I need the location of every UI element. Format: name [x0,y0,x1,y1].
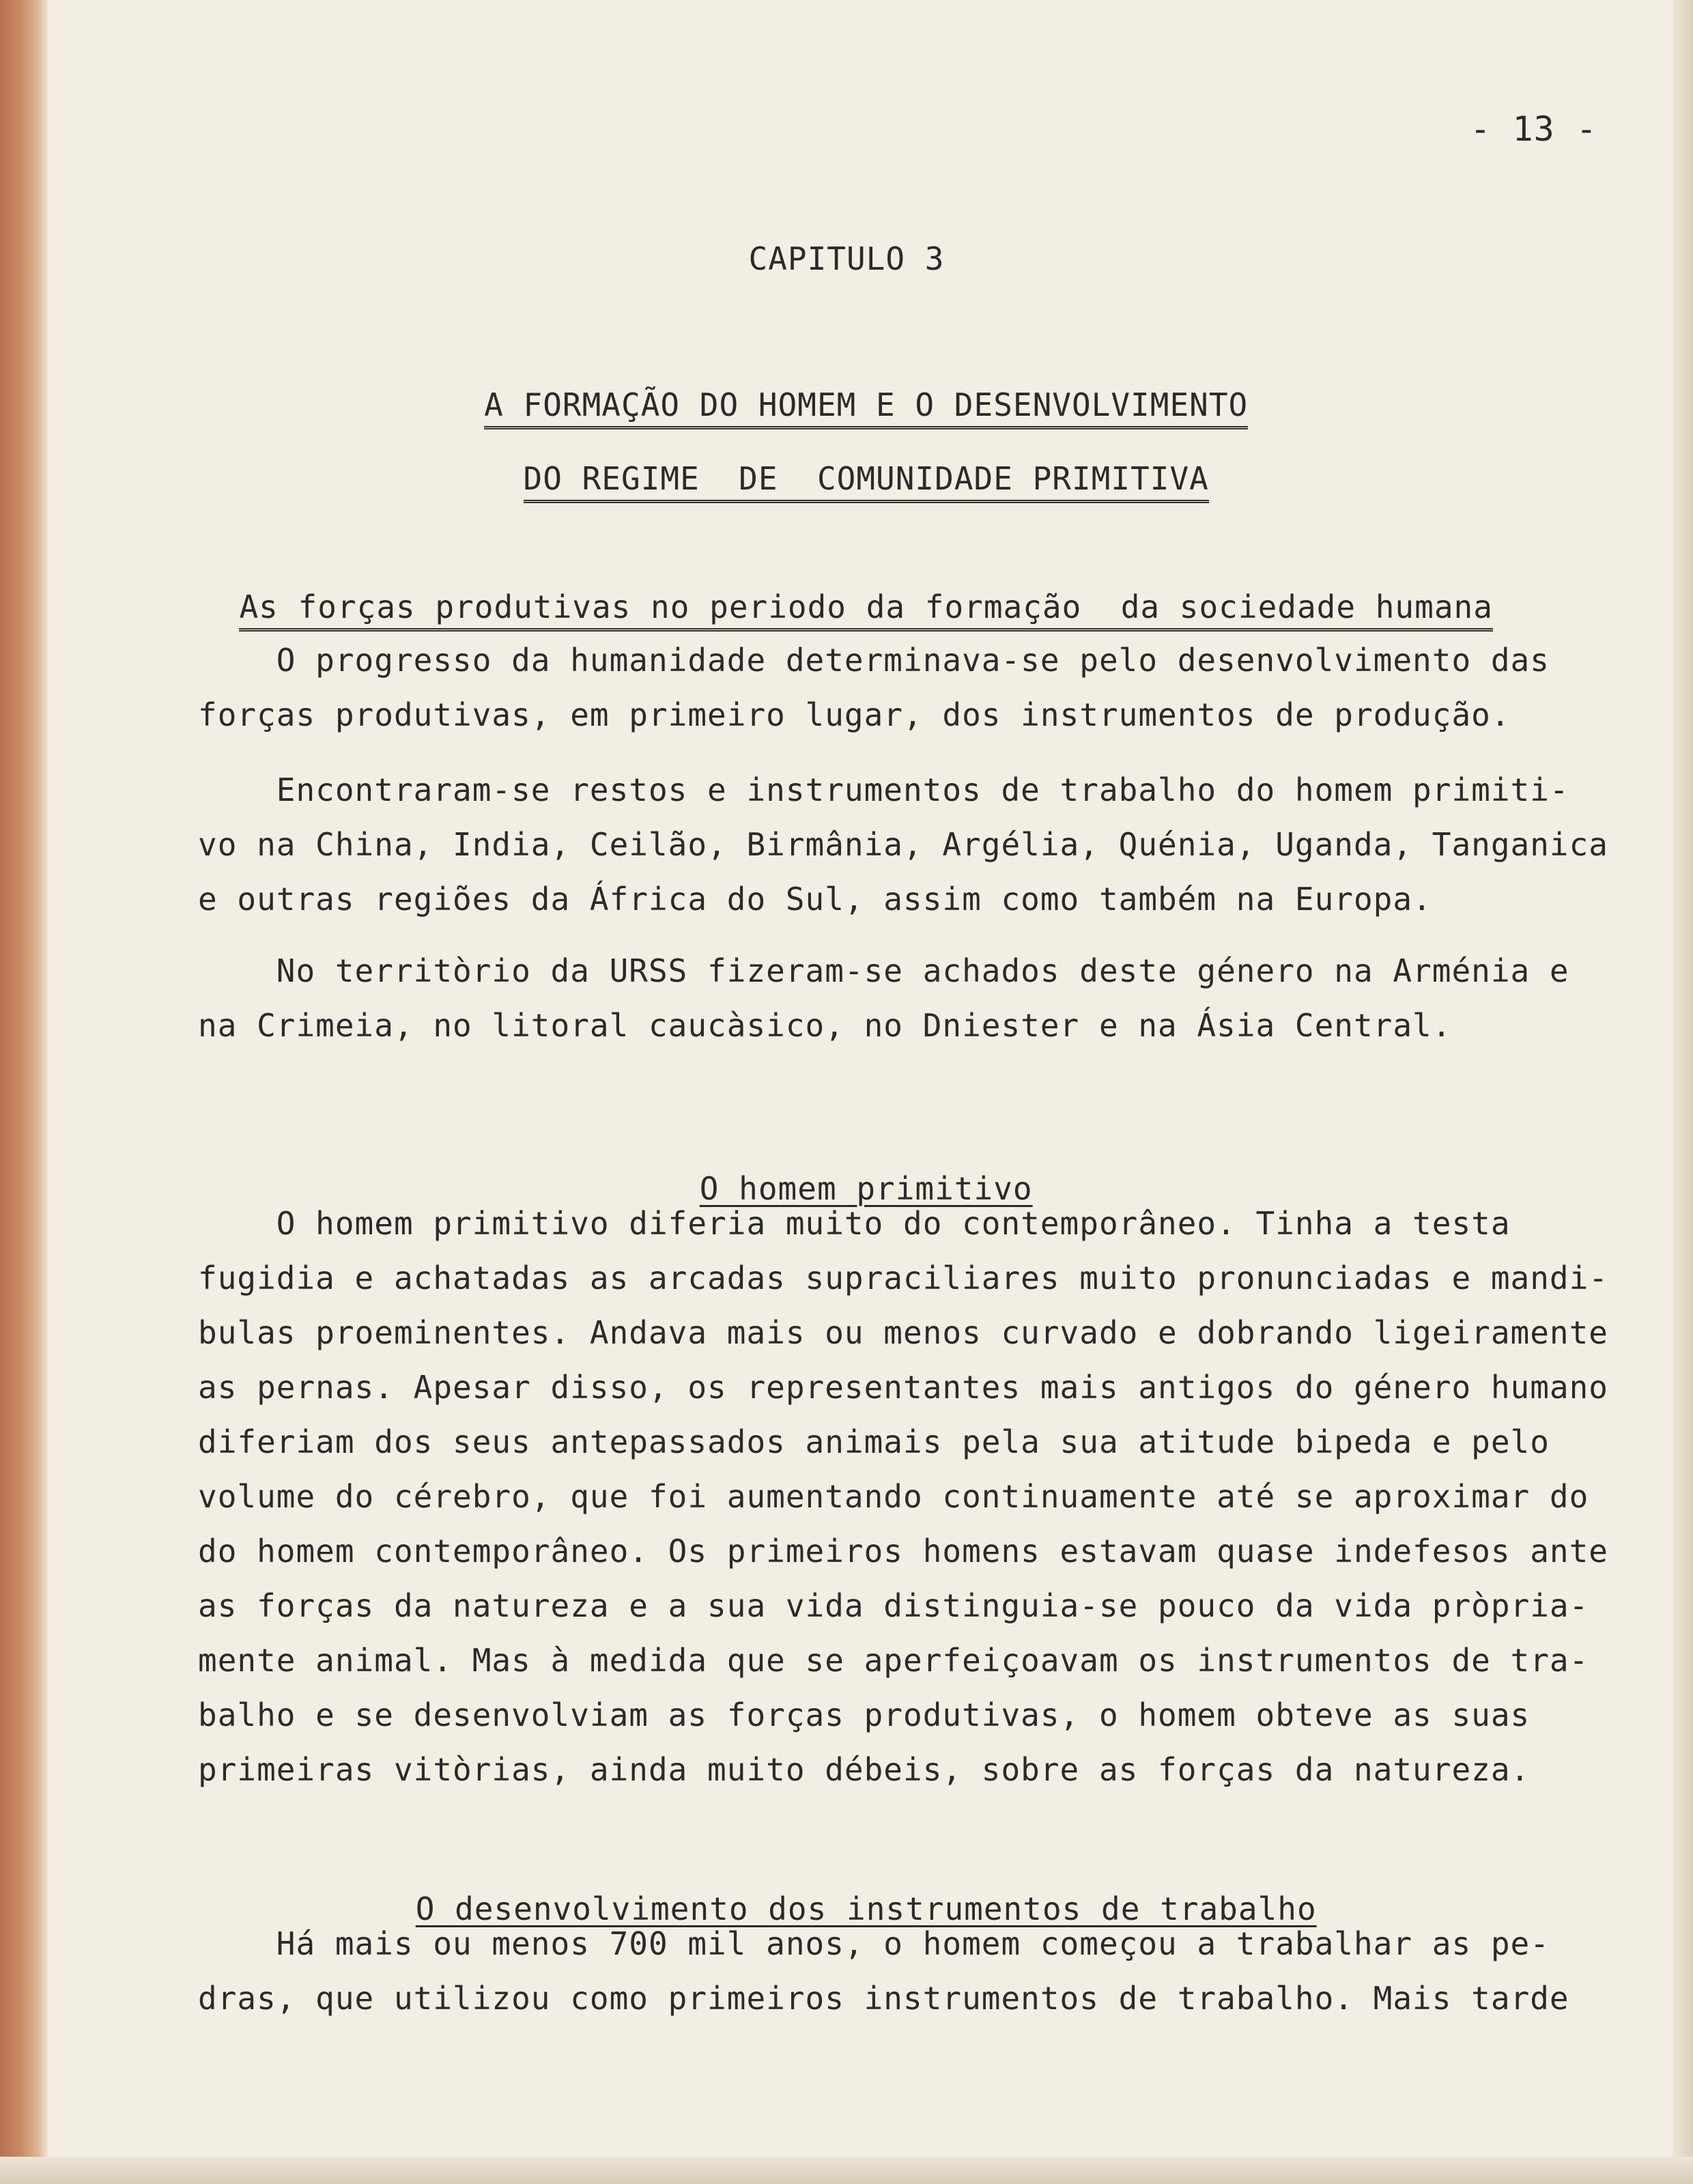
section-heading-primitive-man-text: O homem primitivo [699,1170,1033,1207]
text-line: Encontraram-se restos e instrumentos de trabalho do homem primiti- [198,771,1569,808]
page-sheet [48,0,1673,2157]
chapter-title-line1-text: A FORMAÇÃO DO HOMEM E O DESENVOLVIMENTO [484,386,1248,429]
text-line: na Crimeia, no litoral caucàsico, no Dniester e na Ásia Central. [198,1007,1452,1044]
section-heading-productive-forces-text: As forças produtivas no periodo da formação da sociedade humana [239,588,1492,632]
text-line: as forças da natureza e a sua vida distinguia-se pouco da vida pròpria- [198,1587,1589,1624]
page-bottom-edge [0,2157,1693,2184]
text-line: volume do cérebro, que foi aumentando continuamente até se aproximar do [198,1478,1589,1515]
section-heading-primitive-man [0,1133,1693,1207]
text-line: dras, que utilizou como primeiros instrumentos de trabalho. Mais tarde [198,1980,1569,2017]
page-number: - 13 - [1470,109,1597,149]
chapter-label: CAPITULO 3 [748,240,945,277]
text-line: mente animal. Mas à medida que se aperfeiçoavam os instrumentos de tra- [198,1642,1589,1679]
text-line: O progresso da humanidade determinava-se pelo desenvolvimento das [198,642,1550,679]
text-line: fugidia e achatadas as arcadas supraciliares muito pronunciadas e mandi- [198,1260,1608,1296]
text-line: primeiras vitòrias, ainda muito débeis, sobre as forças da natureza. [198,1751,1531,1788]
text-line: O homem primitivo diferia muito do contemporâneo. Tinha a testa [198,1205,1511,1242]
text-line: No territòrio da URSS fizeram-se achados deste género na Arménia e [198,952,1569,989]
text-line: forças produtivas, em primeiro lugar, dos instrumentos de produção. [198,696,1511,733]
text-line: Há mais ou menos 700 mil anos, o homem começou a trabalhar as pe- [198,1925,1550,1962]
text-line: diferiam dos seus antepassados animais pela sua atitude bipeda e pelo [198,1423,1550,1460]
text-line: bulas proeminentes. Andava mais ou menos curvado e dobrando ligeiramente [198,1314,1608,1351]
text-line: vo na China, India, Ceilão, Birmânia, Argélia, Quénia, Uganda, Tanganica [198,826,1608,863]
section-heading-tool-development-text: O desenvolvimento dos instrumentos de trabalho [415,1890,1317,1927]
chapter-title-line1 [0,350,1693,423]
text-line: do homem contemporâneo. Os primeiros homens estavam quase indefesos ante [198,1533,1608,1570]
text-line: balho e se desenvolviam as forças produtivas, o homem obteve as suas [198,1697,1531,1733]
chapter-title-line2 [0,423,1693,497]
text-line: e outras regiões da África do Sul, assim como também na Europa. [198,881,1432,918]
section-heading-tool-development [0,1854,1693,1927]
chapter-title-line2-text: DO REGIME DE COMUNIDADE PRIMITIVA [524,460,1209,503]
text-line: as pernas. Apesar disso, os representantes mais antigos do género humano [198,1369,1608,1406]
section-heading-productive-forces [0,552,1693,625]
